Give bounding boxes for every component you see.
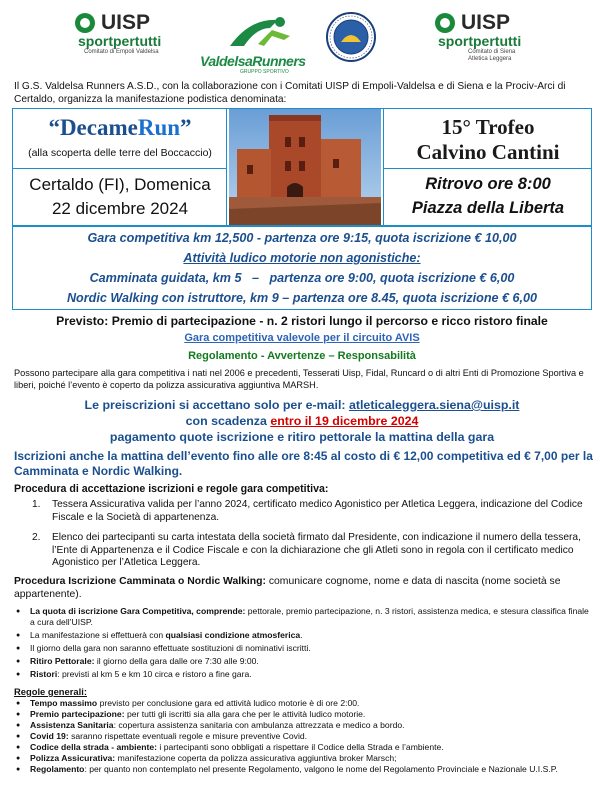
trophy-edition: 15° Trofeo [441, 115, 535, 139]
walk-procedure-title: Procedura Iscrizione Camminata o Nordic Walking: [14, 576, 266, 587]
event-name-cell [13, 109, 227, 169]
list-item: ● Premio partecipazione: per tutti gli iscritti sia alla gara che per le attività ludico motorie. [14, 709, 592, 720]
eligibility-text: Possono partecipare alla gara competitiva i nati nel 2006 e precedenti, Tesserati Uisp, Fidal, Runcard o di altri Enti di Promozione Sportiva e liberi, poiché l’evento è coperto da polizza assicurativa aggiuntiva MARSH. [14, 368, 584, 390]
list-item: ● La manifestazione si effettuerà con qualsiasi condizione atmosferica. [14, 630, 592, 641]
preregistration-label: Le preiscrizioni si accettano solo per e-mail: [84, 398, 349, 412]
procedure-item-2: Elenco dei partecipanti su carta intestata della società firmato dal Presidente, con indicazione il numero della tessera, l’Ente di Appartenenza e il Codice Fiscale e con la dichiarazione che gli Atleti sono in regola con il certificato medico Agonistico per l’Atletica Leggera. [52, 532, 581, 568]
walk-procedure-text: comunicare cognome, nome e data di nascita (nome società se appartenente). [14, 576, 561, 600]
procedure-title: Procedura di accettazione iscrizioni e regole gara competitiva: [14, 483, 329, 495]
event-subtitle: (alla scoperta delle terre del Boccaccio) [28, 147, 212, 159]
list-item: ● Ritiro Pettorale: il giorno della gara dalle ore 7:30 alle 9:00. [14, 656, 592, 667]
deadline-label: con scadenza [185, 414, 271, 428]
committee-label: Comitato di Siena [468, 49, 516, 55]
uisp-wordmark: UISP [461, 11, 511, 34]
sportpertutti-wordmark: sportpertutti [438, 33, 522, 49]
list-item: ● Tempo massimo previsto per conclusione gara ed attività ludico motorie è di ore 2:00. [14, 698, 592, 709]
meeting-cell [383, 169, 591, 225]
gruppo-sportivo-label: GRUPPO SPORTIVO [240, 69, 289, 75]
procedure-item-1: Tessera Assicurativa valida per l’anno 2024, certificato medico Agonistico per Atletica Leggera, indicazione del Codice Fiscale e la Società di appartenenza. [52, 499, 583, 523]
list-item: ● Ristori: previsti al km 5 e km 10 circa e ristoro a fine gara. [14, 669, 592, 680]
deadline-line [0, 414, 604, 428]
meeting-time: Ritrovo ore 8:00 [425, 175, 551, 193]
event-place: Certaldo (FI), Domenica [29, 175, 211, 194]
procedure-item-number: 2. [32, 532, 41, 543]
email-link[interactable]: atleticaleggera.siena@uisp.it [348, 398, 520, 412]
committee-sublabel: Atletica Leggera [468, 56, 512, 62]
list-item: ● Covid 19: saranno rispettate eventuali regole e misure preventive Covid. [14, 731, 592, 742]
seal-emblem-icon [326, 12, 376, 62]
meeting-place: Piazza della Liberta [411, 199, 565, 217]
avis-circuit-link[interactable]: Gara competitiva valevole per il circuito AVIS [184, 332, 420, 344]
event-name: “DecameRun” [48, 115, 192, 140]
committee-label: Comitato di Empoli Valdelsa [84, 49, 159, 55]
runners-silhouette-icon [200, 14, 306, 48]
list-item: ● Regolamento: per quanto non contemplato nel presente Regolamento, valgono le nome del Regolamento Provinciale e Nazionale U.I.S.P. [14, 764, 592, 775]
valdelsa-runners-logo [200, 14, 306, 75]
event-header-box [12, 108, 592, 226]
races-box [12, 226, 592, 310]
general-rules-list [14, 698, 592, 775]
trophy-name: Calvino Cantini [416, 140, 560, 164]
list-item: ● Polizza Assicurativa: manifestazione coperta da polizza assicurativa aggiuntiva broker Marsch; [14, 753, 592, 764]
valdelsa-runners-wordmark: ValdelsaRunners [200, 53, 306, 69]
walk-procedure [14, 576, 594, 601]
uisp-siena-logo [432, 12, 542, 63]
event-date: 22 dicembre 2024 [51, 199, 189, 218]
preregistration-line [0, 398, 604, 412]
list-item: ● Codice della strada - ambiente: i partecipanti sono obbligati a rispettare il Codice della Strada e l’ambiente. [14, 742, 592, 753]
uisp-runner-icon [72, 12, 98, 34]
conditions-list [14, 606, 592, 682]
sameday-registration: Iscrizioni anche la mattina dell’evento fino alle ore 8:45 al costo di € 12,00 competitiva ed € 7,00 per la Camminata e Nordic Walking. [14, 449, 593, 478]
logo-bar [0, 12, 604, 74]
sportpertutti-wordmark: sportpertutti [78, 33, 162, 49]
uisp-runner-icon [432, 12, 458, 34]
noncompetitive-title: Attività ludico motorie non agonistiche: [183, 251, 421, 265]
general-rules-title: Regole generali: [14, 686, 87, 697]
list-item: ● Il giorno della gara non saranno effettuate sostituzioni di nominativi iscritti. [14, 643, 592, 654]
deadline-date: entro il 19 dicembre 2024 [270, 414, 419, 428]
regolamento-heading: Regolamento - Avvertenze – Responsabilità [188, 350, 416, 362]
payment-line: pagamento quote iscrizione e ritiro pettorale la mattina della gara [109, 430, 495, 444]
procedure-item-number: 1. [32, 499, 41, 510]
intro-paragraph: Il G.S. Valdelsa Runners A.S.D., con la collaborazione con i Comitati UISP di Empoli-Valdelsa e di Siena e la Prociv-Arci di Certaldo, organizza la manifestazione podistica denominata: [14, 81, 566, 105]
event-place-cell [13, 169, 227, 225]
trophy-cell [383, 109, 591, 169]
list-item: ● La quota di iscrizione Gara Competitiva, comprende: pettorale, premio partecipazione, n. 3 ristori, assistenza medica, e stesura classifica finale a cura dell’UISP. [14, 606, 592, 628]
uisp-wordmark: UISP [101, 11, 151, 34]
race-competitive: Gara competitiva km 12,500 - partenza ore 9:15, quota iscrizione € 10,00 [87, 231, 517, 245]
race-walk: Camminata guidata, km 5 – partenza ore 9:00, quota iscrizione € 6,00 [89, 271, 515, 285]
prociv-seal-logo [326, 12, 376, 67]
prizes-line: Previsto: Premio di partecipazione - n. 2 ristori lungo il percorso e ricco ristoro finale [56, 314, 548, 328]
castle-photo [229, 109, 381, 225]
uisp-empoli-logo [72, 12, 182, 56]
race-nordic: Nordic Walking con istruttore, km 9 – partenza ore 8.45, quota iscrizione € 6,00 [66, 291, 538, 305]
list-item: ● Assistenza Sanitaria: copertura assistenza sanitaria con ambulanza attrezzata e medico a bordo. [14, 720, 592, 731]
